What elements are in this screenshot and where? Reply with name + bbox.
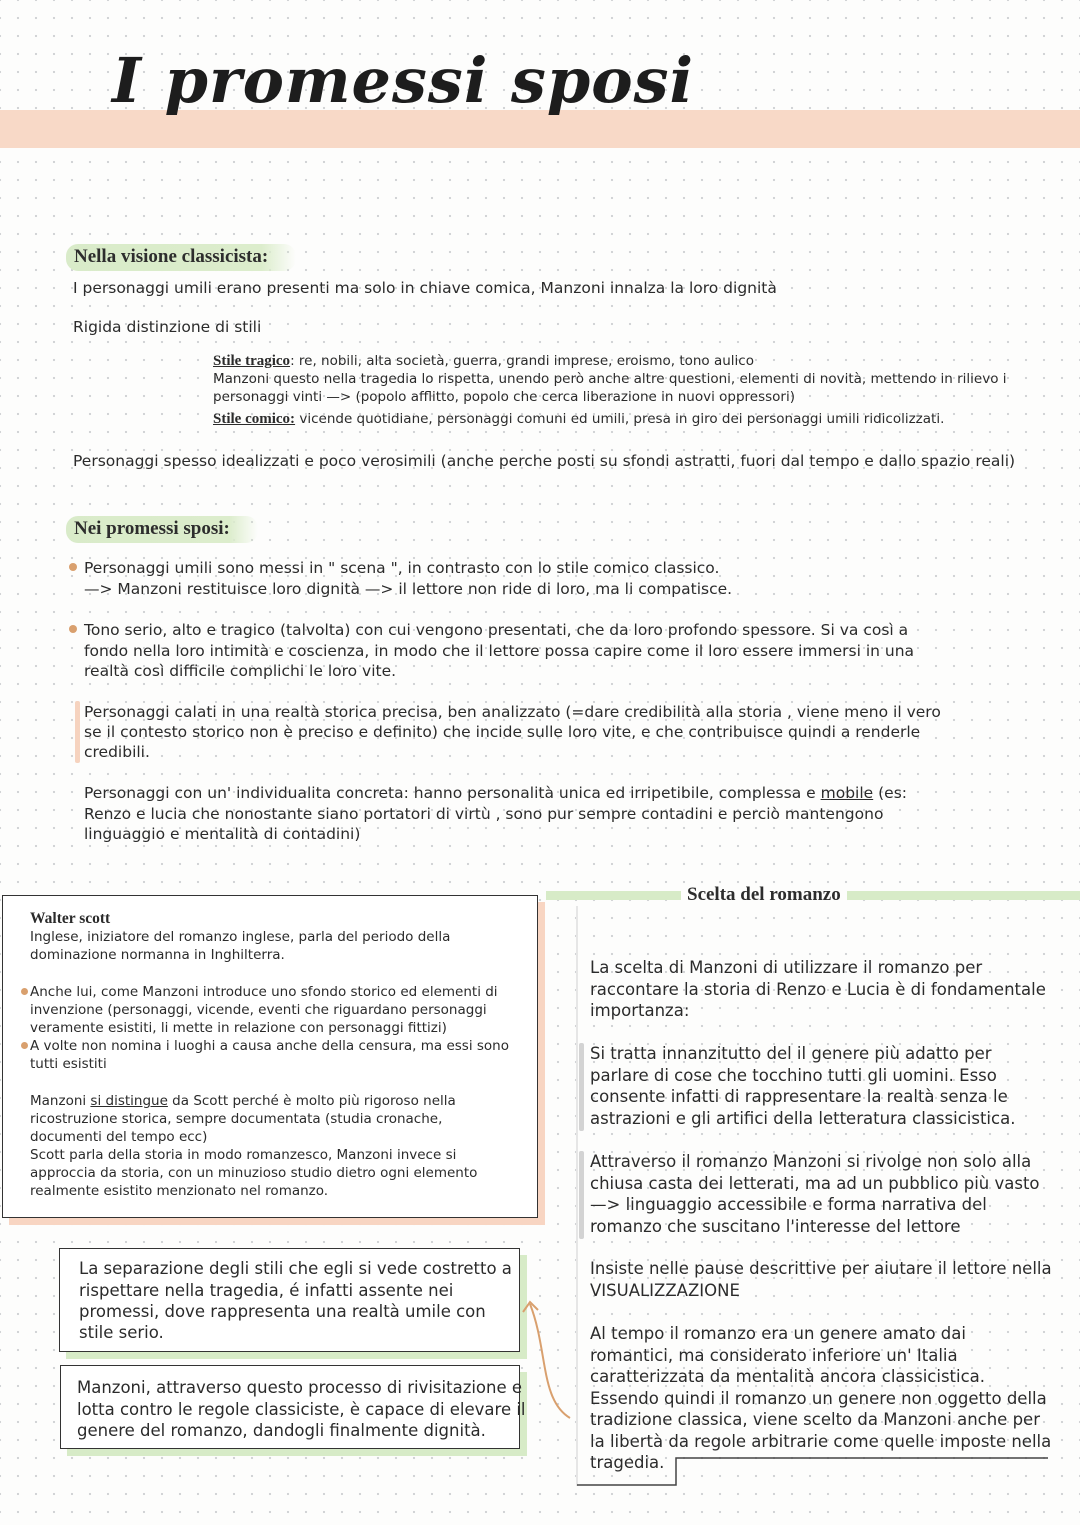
para-4-text-c: (es: bbox=[873, 784, 907, 802]
scott-bullet-1-line-3: veramente esistiti, li mette in relazione con personaggi fittizi) bbox=[30, 1020, 447, 1036]
scelta-p2-line: consente infatti di rappresentare la realtà senza le bbox=[590, 1087, 1008, 1106]
scelta-p5-line: tragedia. bbox=[590, 1453, 665, 1472]
heading-nei-promessi-sposi: Nei promessi sposi: bbox=[66, 516, 258, 543]
scott-para-line-2: ricostruzione storica, sempre documentata (studia cronache, bbox=[30, 1111, 443, 1127]
box2-line-4: stile serio. bbox=[79, 1323, 164, 1342]
stile-comico-line bbox=[213, 411, 944, 429]
scelta-p5-line: caratterizzata da mentalità ancora classicistica. bbox=[590, 1367, 986, 1386]
curved-arrow-icon bbox=[518, 1290, 578, 1430]
box3-line-2: lotta contro le regole classiciste, è capace di elevare il bbox=[77, 1400, 526, 1419]
promessi-para-3-line-3: credibili. bbox=[84, 743, 150, 761]
scelta-para-4 bbox=[590, 1258, 1052, 1301]
stile-tragico-line-3: personaggi vinti —> (popolo afflitto, popolo che cerca liberazione in nuovi oppressori) bbox=[213, 389, 795, 405]
visione-line-3: Personaggi spesso idealizzati e poco verosimili (anche perche posti su sfondi astratti, fuori dal tempo e dallo spazio reali) bbox=[73, 452, 1016, 470]
scelta-p5-line: Essendo quindi il romanzo un genere non oggetto della bbox=[590, 1388, 1047, 1408]
promessi-para-3-line-2: se il contesto storico non è preciso e definito) che incide sulle loro vite, e che contribuisce quindi a renderle bbox=[84, 723, 921, 741]
promessi-para-4-line-3: linguaggio e mentalità di contadini) bbox=[84, 825, 361, 843]
bullet-icon bbox=[21, 988, 28, 995]
scott-bullet-2-line-1: A volte non nomina i luoghi a causa anche della censura, ma essi sono bbox=[30, 1038, 509, 1054]
visione-line-1: I personaggi umili erano presenti ma solo in chiave comica, Manzoni innalza la loro dignità bbox=[73, 279, 777, 297]
stile-comico-text: vicende quotidiane, personaggi comuni ed umili, presa in giro dei personaggi umili ridicolizzati. bbox=[295, 411, 945, 427]
stile-tragico-line-2: Manzoni questo nella tragedia lo rispetta, unendo però anche altre questioni, elementi di novità, mettendo in rilievo i bbox=[213, 371, 1007, 387]
scelta-p2-line: astrazioni e gli artifici della letteratura classicistica. bbox=[590, 1108, 1016, 1128]
scott-line-1: Inglese, iniziatore del romanzo inglese, parla del periodo della bbox=[30, 929, 451, 945]
scelta-p5-line: tradizione classica, viene scelto da Manzoni anche per bbox=[590, 1410, 1040, 1429]
promessi-para-4-line-1 bbox=[84, 783, 907, 804]
scott-para-line-1 bbox=[30, 1093, 456, 1111]
page-title: I promessi sposi bbox=[112, 44, 695, 117]
scelta-para-3 bbox=[590, 1151, 1040, 1237]
para-4-text-a: Personaggi con un' individualita concreta: hanno personalità unica ed irripetibile, complessa e bbox=[84, 784, 821, 802]
box3-line-1: Manzoni, attraverso questo processo di rivisitazione e bbox=[77, 1378, 523, 1397]
scott-para-text-c: da Scott perché è molto più rigoroso nella bbox=[167, 1093, 456, 1109]
promessi-bullet-2-line-3: realtà così difficile complichi le loro vite. bbox=[84, 662, 397, 680]
scelta-p1-line: raccontare la storia di Renzo e Lucia è di fondamentale bbox=[590, 979, 1046, 999]
promessi-para-4-line-2: Renzo e lucia che nonostante siano portatori di virtù , sono pur sempre contadini e perciò mantengono bbox=[84, 805, 884, 823]
stile-tragico-line bbox=[213, 353, 754, 371]
scelta-left-rule bbox=[576, 906, 578, 1486]
scelta-p2-line: Si tratta innanzitutto del il genere più adatto per bbox=[590, 1044, 992, 1063]
scelta-p3-line: Attraverso il romanzo Manzoni si rivolge non solo alla bbox=[590, 1152, 1032, 1171]
scelta-p2-line: parlare di cose che tocchino tutti gli uomini. Esso bbox=[590, 1065, 997, 1085]
stile-comico-label: Stile comico: bbox=[213, 411, 296, 427]
separazione-stili-box bbox=[59, 1248, 520, 1352]
stile-tragico-label: Stile tragico bbox=[213, 353, 291, 369]
scott-bullet-1-line-1: Anche lui, come Manzoni introduce uno sfondo storico ed elementi di bbox=[30, 984, 498, 1000]
walter-scott-box bbox=[2, 895, 538, 1218]
scott-para-line-5: approccia da storia, con un minuzioso studio dietro ogni elemento bbox=[30, 1165, 478, 1181]
scelta-para-2 bbox=[590, 1043, 1015, 1129]
promessi-bullet-2-line-2: fondo nella loro intimità e coscienza, in modo che il lettore possa capire come il loro essere immersi in una bbox=[84, 642, 915, 660]
scelta-p3-line: —> linguaggio accessibile e forma narrativa del bbox=[590, 1195, 987, 1214]
scelta-p5-line: romantici, ma considerato inferiore un' Italia bbox=[590, 1345, 958, 1365]
para-4-text-mobile: mobile bbox=[820, 784, 874, 802]
scott-para-line-6: realmente esistito menzionato nel romanzo. bbox=[30, 1183, 329, 1199]
scott-bullet-2-line-2: tutti esistiti bbox=[30, 1056, 107, 1072]
box3-line-3: genere del romanzo, dandogli finalmente dignità. bbox=[77, 1421, 486, 1440]
scott-para-si-distingue: si distingue bbox=[90, 1093, 168, 1109]
promessi-bullet-1-line-2: —> Manzoni restituisce loro dignità —> il lettore non ride di loro, ma li compatisce. bbox=[84, 580, 733, 598]
bullet-icon bbox=[69, 563, 77, 571]
bullet-icon bbox=[21, 1042, 28, 1049]
scelta-corner-frame bbox=[576, 1452, 1050, 1486]
highlight-bar bbox=[579, 1151, 584, 1239]
box2-line-3: promessi, dove rappresenta una realtà umile con bbox=[79, 1302, 486, 1321]
scelta-p1-line: importanza: bbox=[590, 1001, 690, 1020]
scott-para-line-3: documenti del tempo ecc) bbox=[30, 1129, 208, 1145]
walter-scott-title: Walter scott bbox=[30, 910, 111, 927]
scelta-p1-line: La scelta di Manzoni di utilizzare il romanzo per bbox=[590, 958, 983, 977]
scelta-p3-line: romanzo che suscitano l'interesse del lettore bbox=[590, 1216, 961, 1236]
promessi-bullet-2-line-1: Tono serio, alto e tragico (talvolta) con cui vengono presentati, che da loro profondo spessore. Si va così a bbox=[84, 621, 909, 639]
scott-para-text-a: Manzoni bbox=[30, 1093, 91, 1109]
scelta-p5-line: la libertà da regole arbitrarie come quelle imposte nella bbox=[590, 1431, 1052, 1451]
highlight-bar bbox=[75, 701, 80, 763]
scott-bullet-1-line-2: invenzione (personaggi, vicende, eventi che riguardano personaggi bbox=[30, 1002, 487, 1018]
scott-para-line-4: Scott parla della storia in modo romanzesco, Manzoni invece si bbox=[30, 1147, 457, 1163]
scelta-para-1 bbox=[590, 957, 1046, 1022]
dignita-romanzo-box bbox=[60, 1365, 526, 1449]
box2-line-1: La separazione degli stili che egli si vede costretto a bbox=[79, 1259, 512, 1278]
scelta-p4-line: Insiste nelle pause descrittive per aiutare il lettore nella bbox=[590, 1259, 1052, 1278]
promessi-para-3-line-1: Personaggi calati in una realtà storica precisa, ben analizzato (=dare credibilità alla storia , viene meno il vero bbox=[84, 703, 941, 721]
scott-line-2: dominazione normanna in Inghilterra. bbox=[30, 947, 285, 963]
highlight-bar bbox=[579, 1043, 584, 1131]
scelta-para-5 bbox=[590, 1323, 1051, 1474]
heading-visione-classicista: Nella visione classicista: bbox=[66, 244, 296, 271]
promessi-bullet-1-line-1: Personaggi umili sono messi in " scena ", in contrasto con lo stile comico classico. bbox=[84, 559, 720, 577]
heading-scelta-del-romanzo: Scelta del romanzo bbox=[681, 884, 847, 906]
visione-line-2: Rigida distinzione di stili bbox=[73, 318, 262, 336]
stile-tragico-text: : re, nobili, alta società, guerra, grandi imprese, eroismo, tono aulico bbox=[290, 353, 754, 369]
box2-line-2: rispettare nella tragedia, é infatti assente nei bbox=[79, 1281, 454, 1300]
scelta-p3-line: chiusa casta dei letterati, ma ad un pubblico più vasto bbox=[590, 1173, 1040, 1193]
scelta-p4-line: VISUALIZZAZIONE bbox=[590, 1280, 740, 1300]
scelta-p5-line: Al tempo il romanzo era un genere amato dai bbox=[590, 1324, 966, 1343]
bullet-icon bbox=[69, 625, 77, 633]
